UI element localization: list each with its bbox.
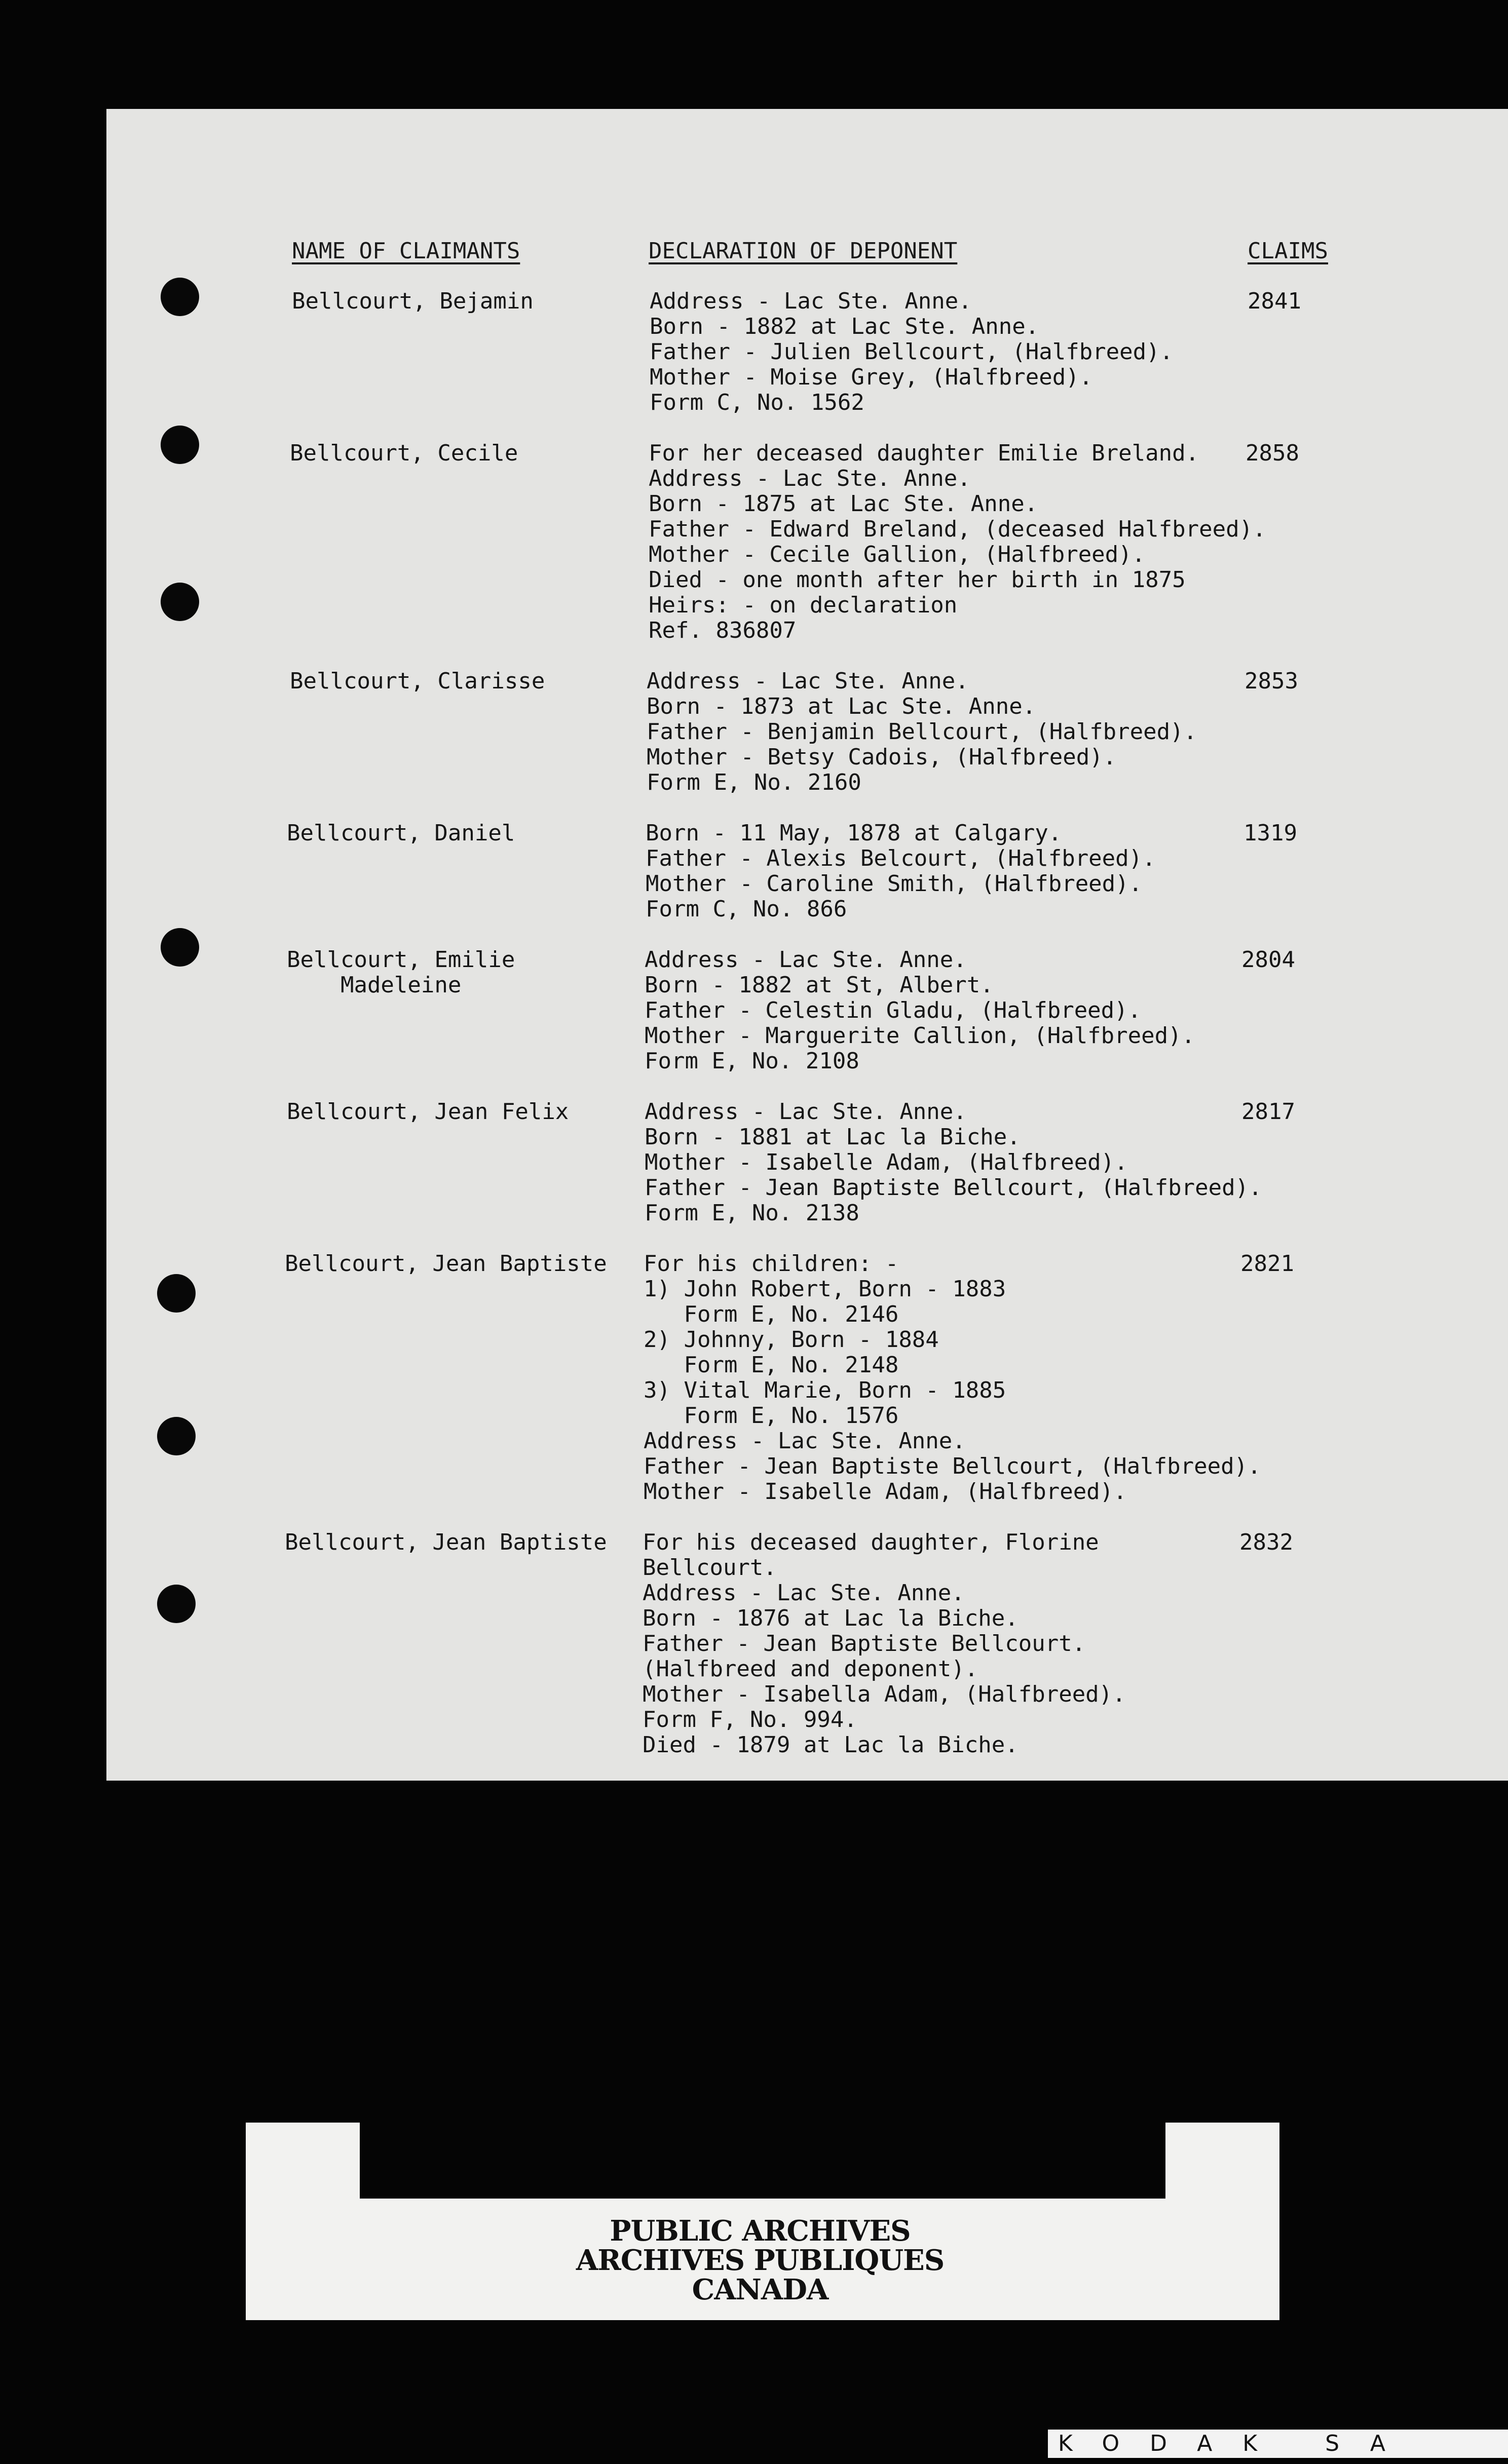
declaration-line: Father - Benjamin Bellcourt, (Halfbreed). <box>647 719 1197 745</box>
declaration-line: Born - 1876 at Lac la Biche. <box>643 1605 1019 1631</box>
claimant-name: Bellcourt, Clarisse <box>290 668 545 694</box>
declaration-line: Mother - Caroline Smith, (Halfbreed). <box>646 871 1143 897</box>
declaration-line: Father - Celestin Gladu, (Halfbreed). <box>645 997 1142 1023</box>
binder-hole <box>161 928 199 967</box>
declaration-line: Address - Lac Ste. Anne. <box>649 466 971 491</box>
declaration-line: Form E, No. 2138 <box>645 1200 859 1226</box>
declaration-text <box>650 289 1173 415</box>
claim-number: 2821 <box>1240 1251 1294 1277</box>
declaration-line: Address - Lac Ste. Anne. <box>644 1428 966 1454</box>
declaration-line: Form E, No. 2160 <box>647 769 861 795</box>
declaration-line: Born - 1881 at Lac la Biche. <box>645 1124 1021 1150</box>
declaration-line: Mother - Marguerite Callion, (Halfbreed). <box>645 1023 1195 1049</box>
declaration-line: Mother - Cecile Gallion, (Halfbreed). <box>649 542 1146 567</box>
declaration-line: For his children: - <box>644 1251 899 1277</box>
archive-stamp <box>507 2216 1013 2304</box>
binder-hole <box>161 278 199 316</box>
declaration-text <box>644 1251 1261 1505</box>
claim-number: 2832 <box>1239 1529 1293 1555</box>
declaration-line: Heirs: - on declaration <box>649 592 958 618</box>
declaration-line: 3) Vital Marie, Born - 1885 <box>644 1377 1006 1403</box>
declaration-line: Bellcourt. <box>643 1555 777 1581</box>
header-name-of-claimants: NAME OF CLAIMANTS <box>292 238 520 264</box>
declaration-line: Father - Jean Baptiste Bellcourt, (Halfbreed). <box>645 1175 1262 1201</box>
declaration-line: Born - 1875 at Lac Ste. Anne. <box>649 491 1038 517</box>
declaration-line: Form E, No. 2148 <box>644 1352 899 1378</box>
declaration-line: Mother - Betsy Cadois, (Halfbreed). <box>647 744 1117 770</box>
declaration-line: Mother - Moise Grey, (Halfbreed). <box>650 364 1093 390</box>
film-edge-marking: KODAK SA <box>1048 2430 1508 2458</box>
declaration-line: (Halfbreed and deponent). <box>643 1656 978 1682</box>
declaration-line: Form F, No. 994. <box>643 1707 857 1732</box>
declaration-line: Born - 11 May, 1878 at Calgary. <box>646 820 1062 846</box>
binder-hole <box>161 583 199 621</box>
declaration-line: Father - Jean Baptiste Bellcourt, (Halfbreed). <box>644 1453 1261 1479</box>
declaration-text <box>645 1099 1262 1226</box>
claimant-name: Bellcourt, Cecile <box>290 440 518 466</box>
declaration-line: Father - Jean Baptiste Bellcourt. <box>643 1631 1086 1657</box>
declaration-text <box>645 947 1195 1074</box>
declaration-line: Mother - Isabelle Adam, (Halfbreed). <box>644 1479 1127 1505</box>
declaration-text <box>649 441 1266 643</box>
declaration-line: Father - Alexis Belcourt, (Halfbreed). <box>646 845 1156 871</box>
claim-number: 2853 <box>1245 668 1298 694</box>
stamp-line-3: CANADA <box>692 2273 828 2306</box>
declaration-line: Died - one month after her birth in 1875 <box>649 567 1186 593</box>
stamp-line-2: ARCHIVES PUBLIQUES <box>576 2244 945 2277</box>
claimant-name: Bellcourt, Emilie Madeleine <box>287 947 515 998</box>
declaration-line: Died - 1879 at Lac la Biche. <box>643 1732 1019 1758</box>
declaration-line: Address - Lac Ste. Anne. <box>650 288 972 314</box>
declaration-line: Address - Lac Ste. Anne. <box>645 1099 967 1125</box>
declaration-line: Form E, No. 1576 <box>644 1403 899 1429</box>
claim-number: 2817 <box>1241 1099 1295 1125</box>
binder-hole <box>161 426 199 464</box>
binder-hole <box>157 1417 196 1455</box>
claim-number: 2841 <box>1248 288 1301 314</box>
stamp-line-1: PUBLIC ARCHIVES <box>610 2214 911 2248</box>
declaration-line: Ref. 836807 <box>649 618 797 643</box>
declaration-line: Address - Lac Ste. Anne. <box>645 947 967 973</box>
declaration-line: Form C, No. 1562 <box>650 390 864 415</box>
declaration-line: For his deceased daughter, Florine <box>643 1529 1099 1555</box>
declaration-line: Address - Lac Ste. Anne. <box>643 1580 965 1606</box>
declaration-line: For her deceased daughter Emilie Breland. <box>649 440 1199 466</box>
declaration-line: Born - 1882 at Lac Ste. Anne. <box>650 314 1039 339</box>
claim-number: 1319 <box>1243 820 1297 846</box>
label-notch <box>360 2123 1165 2199</box>
declaration-line: Father - Julien Bellcourt, (Halfbreed). <box>650 339 1174 365</box>
declaration-line: Born - 1882 at St, Albert. <box>645 972 994 998</box>
declaration-line: Address - Lac Ste. Anne. <box>647 668 969 694</box>
claimant-name: Bellcourt, Jean Felix <box>287 1099 569 1125</box>
header-declaration: DECLARATION OF DEPONENT <box>649 238 958 264</box>
claim-number: 2804 <box>1241 947 1295 973</box>
claimant-name: Bellcourt, Bejamin <box>292 288 534 314</box>
declaration-line: 2) Johnny, Born - 1884 <box>644 1327 939 1353</box>
declaration-line: Form C, No. 866 <box>646 896 847 922</box>
declaration-line: Mother - Isabella Adam, (Halfbreed). <box>643 1681 1126 1707</box>
declaration-line: Born - 1873 at Lac Ste. Anne. <box>647 694 1036 719</box>
claimant-name: Bellcourt, Jean Baptiste <box>285 1529 607 1555</box>
declaration-line: Father - Edward Breland, (deceased Halfbreed). <box>649 516 1266 542</box>
claim-number: 2858 <box>1246 440 1299 466</box>
declaration-line: Form E, No. 2108 <box>645 1048 859 1074</box>
claimant-name: Bellcourt, Daniel <box>287 820 515 846</box>
header-claims: CLAIMS <box>1248 238 1328 264</box>
declaration-text <box>647 669 1197 795</box>
declaration-line: Mother - Isabelle Adam, (Halfbreed). <box>645 1149 1128 1175</box>
binder-hole <box>157 1585 196 1623</box>
binder-hole <box>157 1274 196 1313</box>
declaration-line: Form E, No. 2146 <box>644 1301 899 1327</box>
declaration-text <box>643 1530 1126 1758</box>
declaration-text <box>646 821 1156 922</box>
claimant-name: Bellcourt, Jean Baptiste <box>285 1251 607 1277</box>
declaration-line: 1) John Robert, Born - 1883 <box>644 1276 1006 1302</box>
